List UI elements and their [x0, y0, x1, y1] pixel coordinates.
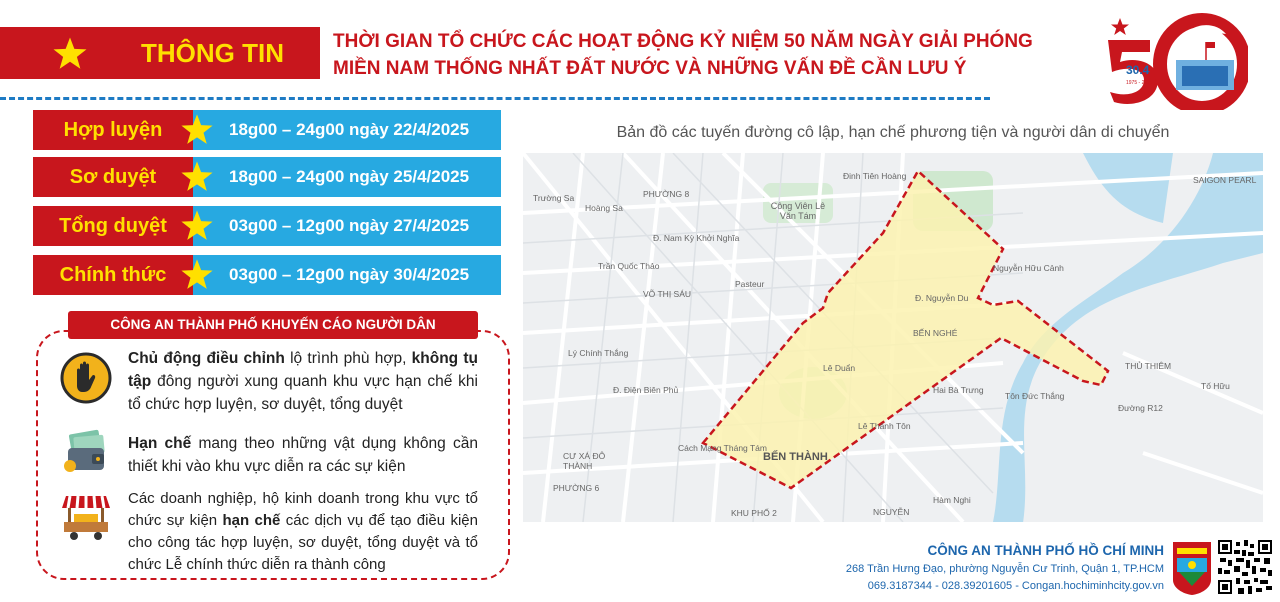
advisory-item-3-text-2: các dịch vụ để tạo điều kiện cho công tác hợp luyện, sơ duyệt, tổng duyệt và tổ chức Lễ chính thức diễn ra thành công — [128, 512, 478, 573]
map-canvas — [523, 153, 1263, 522]
map-label: Đường R12 — [1118, 403, 1163, 413]
map-label: Hai Bà Trưng — [933, 385, 984, 395]
map-label: VÕ THỊ SÁU — [643, 289, 692, 299]
map-label: Đ. Điện Biên Phủ — [613, 385, 679, 395]
schedule-value: 18g00 – 24g00 ngày 25/4/2025 — [193, 157, 501, 197]
police-emblem-icon — [1171, 540, 1213, 596]
advisory-item-2 — [128, 432, 478, 478]
map-label: Đ. Nguyễn Du — [915, 293, 969, 303]
map-label: Tố Hữu — [1201, 381, 1230, 391]
logo-years: 1975 - 2025 — [1126, 80, 1153, 86]
street-stall-icon — [60, 490, 112, 542]
schedule-label: Hợp luyện — [33, 110, 193, 150]
schedule-row-2 — [33, 157, 501, 197]
advisory-item-3-bold: hạn chế — [222, 512, 281, 529]
advisory-item-1-text-1: lộ trình phù hợp, — [284, 350, 412, 367]
map-label: Đinh Tiên Hoàng — [843, 171, 907, 181]
star-icon — [180, 113, 214, 147]
stop-hand-icon — [60, 352, 112, 404]
map-label: KHU PHỐ 2 — [731, 508, 777, 518]
map-label: Trần Quốc Thảo — [598, 261, 660, 271]
schedule-value: 03g00 – 12g00 ngày 27/4/2025 — [193, 206, 501, 246]
map-label: THỦ THIÊM — [1125, 361, 1172, 371]
advisory-item-1-bold-2: không tụ tập — [128, 350, 479, 390]
map-label: PHƯỜNG 8 — [643, 189, 690, 199]
anniversary-logo — [1098, 12, 1248, 110]
map-label: Hàm Nghi — [933, 495, 971, 505]
advisory-item-1-text-2: đông người xung quanh khu vực hạn chế khi tổ chức hợp luyện, sơ duyệt, tổng duyệt — [128, 373, 478, 413]
map-label: Công Viên Lê Văn Tám — [770, 201, 826, 221]
map-label: Trường Sa — [533, 193, 575, 203]
header-divider — [0, 97, 990, 100]
advisory-item-3-text-1: Các doanh nghiệp, hộ kinh doanh trong khu vực tổ chức sự kiện — [128, 490, 478, 529]
footer-contact[interactable]: 069.3187344 - 028.39201605 - Congan.hochiminhcity.gov.vn — [867, 580, 1164, 592]
map-label: CƯ XÁ ĐÔ THÀNH — [563, 451, 606, 471]
map-label: Pasteur — [735, 279, 765, 289]
star-icon — [180, 160, 214, 194]
schedule-value: 03g00 – 12g00 ngày 30/4/2025 — [193, 255, 501, 295]
money-icon — [62, 426, 110, 474]
schedule-row-3 — [33, 206, 501, 246]
star-icon — [180, 258, 214, 292]
schedule-row-1 — [33, 110, 501, 150]
map-label: Nguyễn Hữu Cảnh — [993, 263, 1064, 273]
advisory-item-1 — [128, 347, 478, 416]
schedule-label: Tổng duyệt — [33, 206, 193, 246]
advisory-item-1-bold-1: Chủ động điều chỉnh — [128, 350, 285, 367]
map-label: NGUYỄN — [873, 507, 910, 517]
star-icon — [180, 209, 214, 243]
schedule-label: Sơ duyệt — [33, 157, 193, 197]
map-label: SAIGON PEARL — [1193, 175, 1257, 185]
footer-address: 268 Trần Hưng Đạo, phường Nguyễn Cư Trinh, Quận 1, TP.HCM — [845, 563, 1164, 575]
header-label: THÔNG TIN — [110, 27, 315, 79]
advisory-item-2-bold: Hạn chế — [128, 435, 192, 452]
qr-code[interactable] — [1218, 540, 1272, 594]
schedule-value: 18g00 – 24g00 ngày 22/4/2025 — [193, 110, 501, 150]
schedule-row-4 — [33, 255, 501, 295]
map-label: PHƯỜNG 6 — [553, 483, 600, 493]
footer-org: CÔNG AN THÀNH PHỐ HỒ CHÍ MINH — [927, 543, 1164, 558]
map-label: Hoàng Sa — [585, 203, 623, 213]
logo-date: 30.4 — [1126, 63, 1150, 77]
title-line-1: THỜI GIAN TỔ CHỨC CÁC HOẠT ĐỘNG KỶ NIỆM 50 NĂM NGÀY GIẢI PHÓNG — [333, 31, 1033, 52]
map-caption: Bản đồ các tuyến đường cô lập, hạn chế phương tiện và người dân di chuyển — [616, 124, 1170, 141]
page-title — [333, 28, 1093, 82]
title-line-2: MIỀN NAM THỐNG NHẤT ĐẤT NƯỚC VÀ NHỮNG VẤN ĐỀ CẦN LƯU Ý — [333, 58, 967, 79]
star-icon — [52, 36, 88, 72]
map-label: Tôn Đức Thắng — [1005, 391, 1065, 401]
map-label: BẾN THÀNH — [763, 451, 828, 463]
schedule-label: Chính thức — [33, 255, 193, 295]
advisory-item-2-text: mang theo những vật dụng không cần thiết khi vào khu vực diễn ra các sự kiện — [128, 435, 478, 475]
map-label: Cách Mạng Tháng Tám — [678, 443, 767, 453]
advisory-heading: CÔNG AN THÀNH PHỐ KHUYẾN CÁO NGƯỜI DÂN — [68, 311, 478, 339]
map-label: Lý Chính Thắng — [568, 348, 629, 358]
map-label: Đ. Nam Kỳ Khởi Nghĩa — [653, 233, 740, 243]
map-label: Lê Duẩn — [823, 363, 856, 373]
restricted-area-map[interactable] — [523, 153, 1263, 522]
map-label: BẾN NGHÉ — [913, 328, 958, 338]
advisory-item-3 — [128, 488, 478, 576]
map-label: Lê Thánh Tôn — [858, 421, 911, 431]
